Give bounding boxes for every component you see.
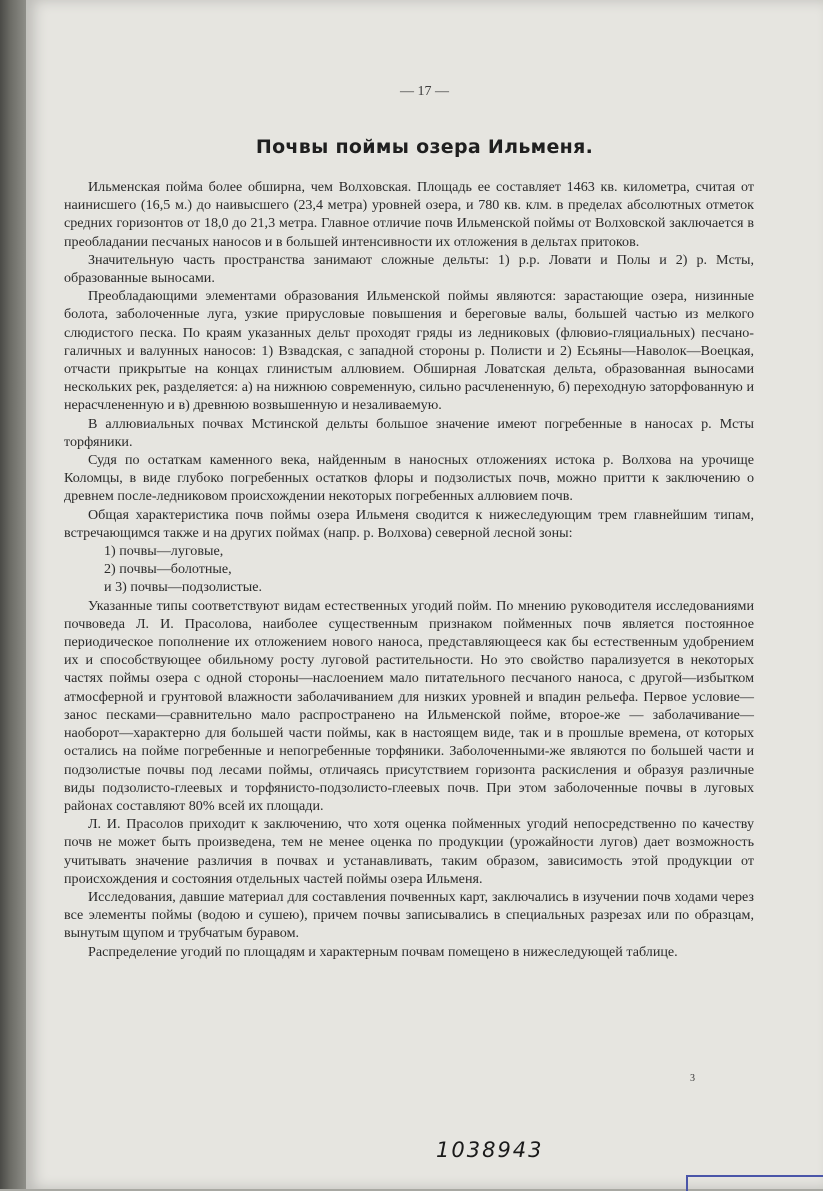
paragraph: Значительную часть пространства занимают сложные дельты: 1) р.р. Ловати и Полы и 2) р. Мсты, образованные выносами.	[64, 251, 754, 287]
signature-mark: 3	[690, 1073, 695, 1084]
paragraph: Ильменская пойма более обширна, чем Волховская. Площадь ее составляет 1463 кв. километра, считая от наинисшего (16,5 м.) до наивысшего (23,4 метра) уровней озера, и 780 кв. клм. в пределах абсолютных отметок средних горизонтов от 18,0 до 21,3 метра. Главное отличие почв Ильменской поймы от Волховской заключается в преобладании песчаных наносов и в большей интенсивности их отложения в дельтах притоков.	[64, 179, 754, 250]
book-binding	[0, 0, 26, 1189]
body-text	[64, 178, 754, 961]
paragraph: Исследования, давшие материал для составления почвенных карт, заключались в изучении почв ходами через все элементы поймы (водою и сушею), причем почвы записывались в специальных разрезах или по образцам, вынутым щупом и трубчатым буравом.	[64, 888, 754, 942]
inventory-number: 1038943	[436, 1138, 544, 1162]
paragraph: Указанные типы соответствуют видам естественных угодий пойм. По мнению руководителя исследованиями почвоведа Л. И. Прасолова, наиболее существенным признаком пойменных почв является постоянное периодическое пополнение их отложением нового наноса, представляющееся как бы естественным удобрением их и способствующее обильному росту луговой растительности. Но это свойство парализуется в некоторых частях поймы озера с одной стороны—наслоением мало питательного песчаного наноса, с другой—избытком атмосферной и грунтовой влажности заболачиванием для низких уровней и впадин рельефа. Первое условие—занос песками—сравнительно мало распространено на Ильменской пойме, второе-же — заболачивание—наоборот—характерно для большей части поймы, как в настоящем виде, так и в прошлые времена, от которых остались на пойме погребенные и непогребенные торфяники. Заболоченными-же являются по большей части и подзолистые почвы под лесами поймы, отличаясь присутствием горизонта раскисления и образуя различные виды подзолисто-глеевых и торфянисто-подзолисто-глеевых почв. При этом заболоченные почвы в луговых районах составляют 80% всей их площади.	[64, 597, 754, 814]
paragraph: Общая характеристика почв поймы озера Ильменя сводится к нижеследующим трем главнейшим типам, встречающимся также и на других поймах (напр. р. Волхова) северной лесной зоны:	[64, 506, 754, 541]
paragraph: В аллювиальных почвах Мстинской дельты большое значение имеют погребенные в наносах р. Мсты торфяники.	[64, 415, 754, 450]
paragraph: Преобладающими элементами образования Ильменской поймы являются: зарастающие озера, низинные болота, заболоченные луга, узкие прирусловые повышения и береговые валы, большей частью из мелкого слюдистого песка. По краям указанных дельт проходят гряды из ледниковых (флювио-гляциальных) песчано-галичных и валунных наносов: 1) Взвадская, с западной стороны р. Полисти и 2) Есьяны—Наволок—Воецкая, отчасти прикрытые на концах глинистым аллювием. Обширная Ловатская дельта, образованная выносами нескольких рек, разделяется: а) на нижнюю современную, сильно расчлененную, б) переходную заторфованную и нерасчлененную и в) древнюю возвышенную и незаливаемую.	[64, 288, 754, 414]
list-item: 1) почвы—луговые,	[104, 543, 224, 560]
paragraph: Л. И. Прасолов приходит к заключению, что хотя оценка пойменных угодий непосредственно по качеству почв не может быть произведена, тем не менее оценка по продукции (урожайности лугов) дает возможность учитывать значение различия в почвах и устанавливать, таким образом, зависимость этой продукции от происхождения и состояния отдельных частей поймы озера Ильменя.	[64, 816, 754, 887]
page-title: Почвы поймы озера Ильменя.	[255, 136, 594, 158]
paragraph: Распределение угодий по площадям и характерным почвам помещено в нижеследующей таблице.	[88, 943, 678, 960]
document-page	[26, 0, 823, 1189]
paragraph: Судя по остаткам каменного века, найденным в наносных отложениях истока р. Волхова на урочище Коломцы, в виде глубоко погребенных остатков флоры и подзолистых почв, можно притти к заключению о древнем после-ледниковом происхождении некоторых погребенных аллювием почв.	[64, 452, 754, 505]
list-item: и 3) почвы—подзолистые.	[104, 579, 262, 596]
list-item: 2) почвы—болотные,	[104, 561, 232, 578]
page-number: — 17 —	[400, 84, 449, 99]
